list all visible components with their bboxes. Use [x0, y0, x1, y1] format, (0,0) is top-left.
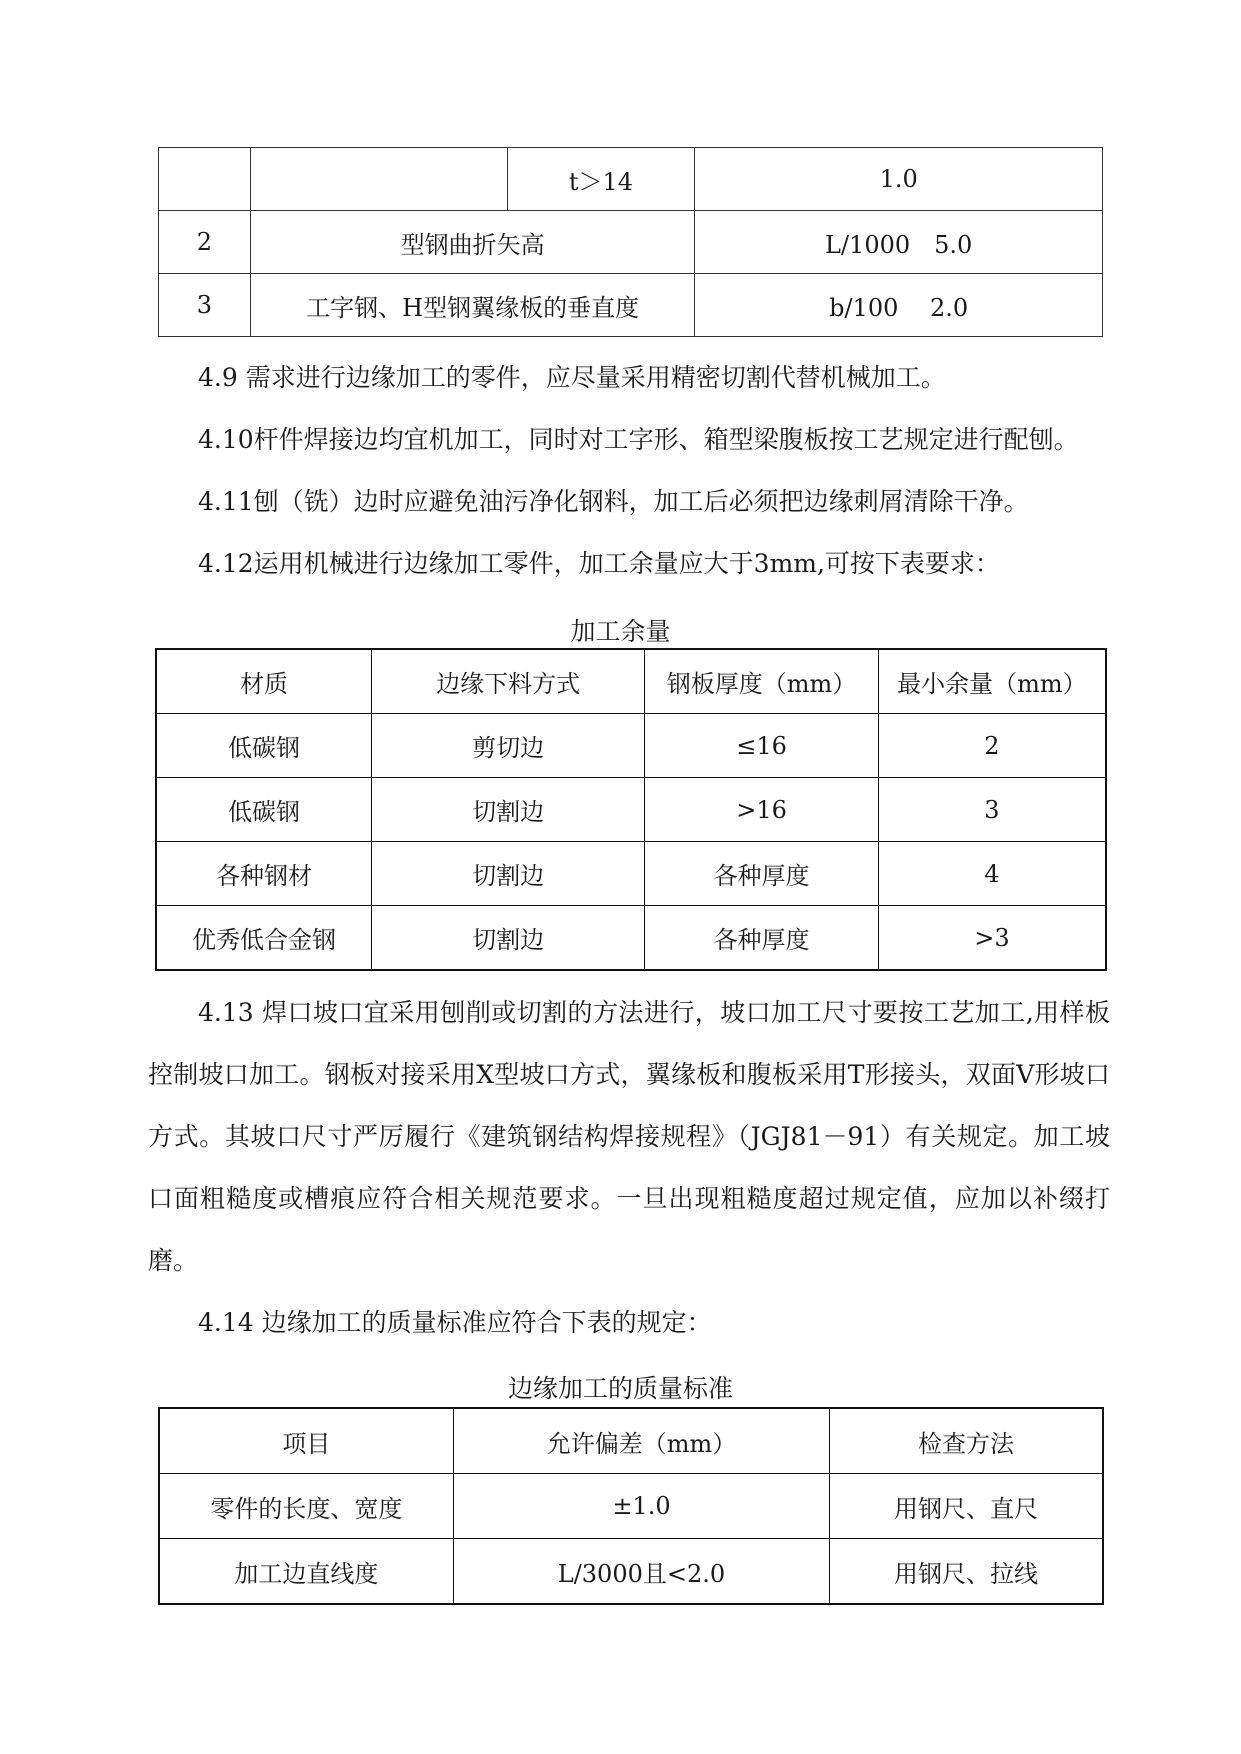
- table-header-row: [159, 1408, 1103, 1474]
- table-row: [159, 1539, 1103, 1605]
- header-thickness: 钢板厚度（mm）: [645, 649, 879, 714]
- table-row: [159, 211, 1103, 274]
- tolerance-table-continued: [158, 147, 1103, 337]
- paragraph-4-11: 4.11刨（铣）边时应避免油污净化钢料，加工后必须把边缘刺屑清除干净。: [198, 487, 1029, 516]
- paragraph-4-9: 4.9 需求进行边缘加工的零件，应尽量采用精密切割代替机械加工。: [198, 363, 946, 392]
- cell: >16: [645, 778, 879, 842]
- cell: L/3000且<2.0: [453, 1539, 829, 1605]
- cell: 加工边直线度: [159, 1539, 453, 1605]
- header-item: 项目: [159, 1408, 453, 1474]
- table-row: [156, 906, 1106, 971]
- condition-cell: t＞14: [507, 148, 695, 211]
- cell: 剪切边: [371, 714, 644, 778]
- header-cut-method: 边缘下料方式: [371, 649, 644, 714]
- cell: 低碳钢: [156, 714, 371, 778]
- cell: 各种厚度: [645, 842, 879, 906]
- table-row: [159, 148, 1103, 211]
- table-row: [156, 842, 1106, 906]
- cell: 用钢尺、拉线: [830, 1539, 1103, 1605]
- header-method: 检查方法: [830, 1408, 1103, 1474]
- item-cell: [250, 148, 507, 211]
- value-cell: L/1000 5.0: [695, 211, 1103, 274]
- value-cell: b/100 2.0: [695, 274, 1103, 337]
- cell: 各种钢材: [156, 842, 371, 906]
- table-row: [159, 1474, 1103, 1539]
- quality-standard-table: [158, 1407, 1104, 1605]
- paragraph-4-14: 4.14 边缘加工的质量标准应符合下表的规定：: [198, 1308, 712, 1337]
- item-cell: 型钢曲折矢高: [250, 211, 694, 274]
- header-material: 材质: [156, 649, 371, 714]
- row-number: [159, 148, 251, 211]
- cell: >3: [878, 906, 1106, 971]
- cell: 零件的长度、宽度: [159, 1474, 453, 1539]
- cell: 切割边: [371, 906, 644, 971]
- value-cell: 1.0: [695, 148, 1103, 211]
- table-row: [156, 778, 1106, 842]
- cell: 3: [878, 778, 1106, 842]
- cell: 用钢尺、直尺: [830, 1474, 1103, 1539]
- header-min-allowance: 最小余量（mm）: [878, 649, 1106, 714]
- cell: ≤16: [645, 714, 879, 778]
- cell: 4: [878, 842, 1106, 906]
- cell: 切割边: [371, 778, 644, 842]
- cell: ±1.0: [453, 1474, 829, 1539]
- row-number: 3: [159, 274, 251, 337]
- cell: 切割边: [371, 842, 644, 906]
- row-number: 2: [159, 211, 251, 274]
- paragraph-4-13: 4.13 焊口坡口宜采用刨削或切割的方法进行，坡口加工尺寸要按工艺加工,用样板控制坡口加工。钢板对接采用X型坡口方式，翼缘板和腹板采用T形接头，双面V形坡口方式。其坡口尺寸严厉履行《建筑钢结构焊接规程》（JGJ81－91）有关规定。加工坡口面粗糙度或槽痕应符合相关规范要求。一旦出现粗糙度超过规定值，应加以补缀打磨。: [148, 998, 1110, 1275]
- cell: 优秀低合金钢: [156, 906, 371, 971]
- paragraph-4-10: 4.10杆件焊接边均宜机加工，同时对工字形、箱型梁腹板按工艺规定进行配刨。: [198, 425, 1079, 454]
- paragraph-4-12: 4.12运用机械进行边缘加工零件，加工余量应大于3mm,可按下表要求：: [198, 549, 1000, 578]
- cell: 2: [878, 714, 1106, 778]
- cell: 低碳钢: [156, 778, 371, 842]
- table-row: [156, 714, 1106, 778]
- header-tolerance: 允许偏差（mm）: [453, 1408, 829, 1474]
- allowance-table: [155, 648, 1107, 971]
- table-caption-quality: 边缘加工的质量标准: [507, 1374, 733, 1403]
- cell: 各种厚度: [645, 906, 879, 971]
- item-cell: 工字钢、H型钢翼缘板的垂直度: [250, 274, 694, 337]
- table-header-row: [156, 649, 1106, 714]
- table-caption-allowance: 加工余量: [570, 617, 671, 646]
- table-row: [159, 274, 1103, 337]
